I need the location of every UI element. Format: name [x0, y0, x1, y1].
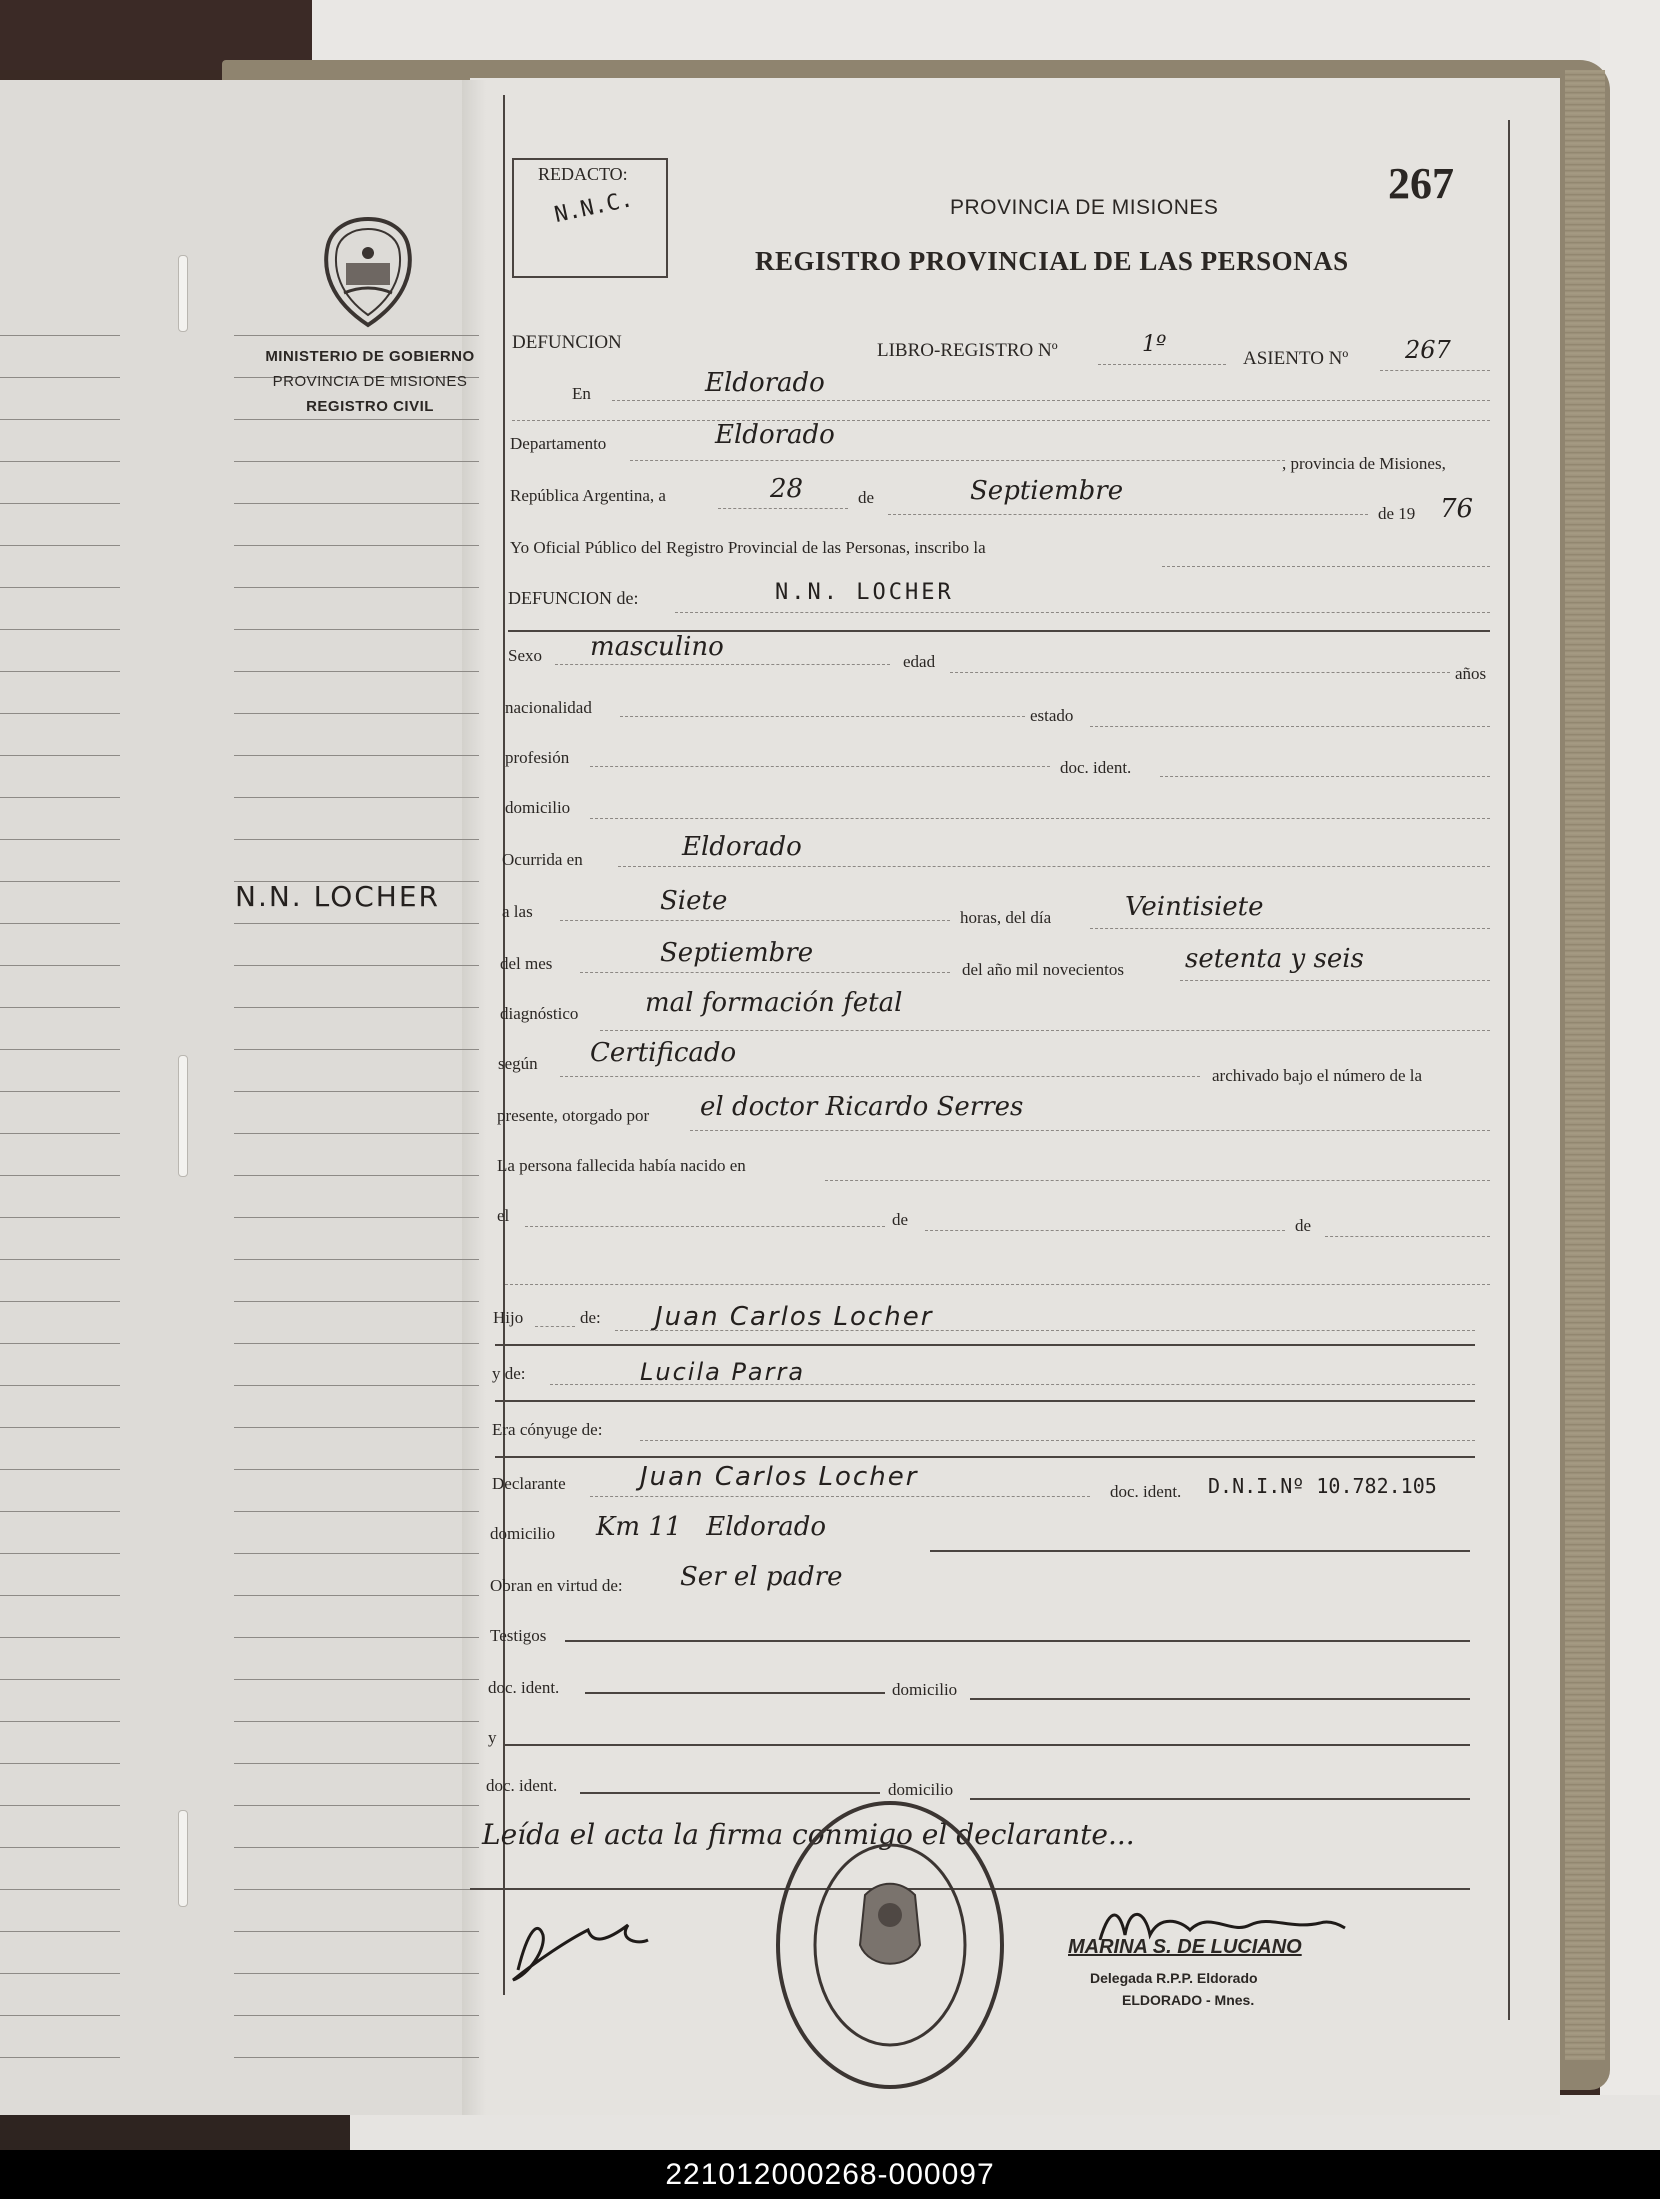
label-hijo: Hijo — [493, 1308, 524, 1327]
ruled-line — [0, 1049, 120, 1050]
line-estado — [1090, 726, 1490, 728]
line-profesion — [590, 766, 1050, 768]
label-nacido: La persona fallecida había nacido en — [497, 1156, 746, 1175]
line-defuncion-de — [675, 612, 1490, 614]
label-hijo-de: de: — [580, 1308, 601, 1327]
label-el: el — [497, 1206, 510, 1225]
ruled-line — [234, 755, 479, 756]
label-y: y — [488, 1728, 497, 1747]
ruled-line — [0, 503, 120, 504]
label-defuncion-de: DEFUNCION de: — [508, 588, 639, 608]
label-t-dom1: domicilio — [892, 1680, 958, 1699]
ruled-line — [234, 1763, 479, 1764]
label-declarante: Declarante — [492, 1474, 566, 1493]
ruled-line — [0, 671, 120, 672]
value-en: Eldorado — [705, 368, 825, 398]
ruled-line — [234, 1637, 479, 1638]
value-day: 28 — [770, 474, 804, 504]
line-diagnostico — [600, 1030, 1490, 1032]
value-hijo: Juan Carlos Locher — [655, 1302, 934, 1332]
ministry-title: MINISTERIO DE GOBIERNO — [265, 348, 475, 365]
value-decl-doc: D.N.I.Nº 10.782.105 — [1208, 1474, 1437, 1498]
label-horas: horas, del día — [960, 908, 1052, 927]
ruled-line — [234, 1259, 479, 1260]
ruled-line — [0, 1469, 120, 1470]
redacto-box — [512, 158, 668, 278]
declarant-signature-icon — [498, 1900, 658, 1990]
label-t-doc1: doc. ident. — [488, 1678, 560, 1697]
value-segun: Certificado — [590, 1038, 737, 1068]
ruled-line — [0, 965, 120, 966]
rule-after-y-de — [495, 1400, 1475, 1402]
margin-note-name: N.N. LOCHER — [235, 880, 440, 913]
line-asiento — [1380, 370, 1490, 372]
ruled-line — [0, 839, 120, 840]
value-libro: 1º — [1142, 332, 1167, 357]
ruled-line — [234, 1973, 479, 1974]
line-yo-oficial — [1162, 566, 1490, 568]
official-place: ELDORADO - Mnes. — [1122, 1992, 1255, 2008]
ruled-line — [234, 1469, 479, 1470]
line-ano — [1180, 980, 1490, 982]
label-presente: presente, otorgado por — [497, 1106, 650, 1125]
line-t-dom2 — [970, 1798, 1470, 1800]
ruled-line — [0, 1679, 120, 1680]
value-year: 76 — [1440, 494, 1474, 524]
redacto-label: REDACTO: — [538, 164, 628, 184]
ruled-line — [234, 1343, 479, 1344]
ruled-line — [234, 923, 479, 924]
ruled-line — [234, 1133, 479, 1134]
ministry-province: PROVINCIA DE MISIONES — [272, 373, 468, 390]
ruled-line — [0, 1637, 120, 1638]
ruled-line — [234, 419, 479, 420]
label-decl-doc: doc. ident. — [1110, 1482, 1182, 1501]
page-number: 267 — [1388, 159, 1454, 208]
ruled-line — [0, 377, 120, 378]
line-a-las — [560, 920, 950, 922]
value-closing: Leída el acta la firma conmigo el declarante... — [482, 1818, 1135, 1851]
line-nacido — [825, 1180, 1490, 1182]
line-en — [612, 400, 1490, 402]
value-y-de: Lucila Parra — [640, 1358, 806, 1386]
value-presente: el doctor Ricardo Serres — [700, 1092, 1024, 1122]
document-id: 221012000268-000097 — [665, 2158, 995, 2191]
ruled-line — [0, 1973, 120, 1974]
label-republica: República Argentina, a — [510, 486, 666, 505]
ruled-line — [234, 1553, 479, 1554]
ruled-line — [234, 461, 479, 462]
line-dia — [1090, 928, 1490, 930]
ruled-line — [0, 1763, 120, 1764]
label-doc-ident: doc. ident. — [1060, 758, 1132, 777]
line-hijo-gap — [535, 1326, 575, 1328]
label-provincia: , provincia de Misiones, — [1282, 454, 1446, 473]
line-sexo — [555, 664, 890, 666]
ruled-line — [234, 1721, 479, 1722]
ruled-line — [234, 965, 479, 966]
ruled-line — [234, 1889, 479, 1890]
ruled-line — [234, 1385, 479, 1386]
ruled-line — [234, 1217, 479, 1218]
ruled-line — [0, 1259, 120, 1260]
ruled-line — [234, 1847, 479, 1848]
book-spine-edge — [1565, 70, 1605, 2060]
ruled-line — [0, 1385, 120, 1386]
label-departamento: Departamento — [510, 434, 607, 453]
ruled-line — [0, 713, 120, 714]
value-defuncion-de: N.N. LOCHER — [775, 580, 954, 605]
value-diagnostico: mal formación fetal — [645, 988, 903, 1018]
line-presente — [690, 1130, 1490, 1132]
line-ocurrida — [618, 866, 1490, 868]
ruled-line — [0, 1217, 120, 1218]
label-testigos: Testigos — [490, 1626, 547, 1645]
ruled-line — [234, 1301, 479, 1302]
ruled-line — [234, 1679, 479, 1680]
line-segun — [560, 1076, 1200, 1078]
label-de-b: de — [1295, 1216, 1312, 1235]
line-departamento — [630, 460, 1285, 462]
value-a-las: Siete — [660, 886, 728, 916]
ruled-line — [234, 713, 479, 714]
ruled-line — [234, 1091, 479, 1092]
label-segun: según — [498, 1054, 538, 1073]
label-de: de — [858, 488, 875, 507]
form-right-border — [1508, 120, 1510, 2020]
label-del-mes: del mes — [500, 954, 553, 973]
line-t-doc2 — [580, 1792, 880, 1794]
ruled-line — [0, 1175, 120, 1176]
ruled-line — [0, 545, 120, 546]
value-departamento: Eldorado — [715, 420, 835, 450]
line-de-b — [1325, 1236, 1490, 1238]
label-a-las: a las — [502, 902, 533, 921]
label-libro: LIBRO-REGISTRO Nº — [877, 340, 1058, 361]
ruled-line — [234, 1049, 479, 1050]
label-t-dom2: domicilio — [888, 1780, 954, 1799]
rule-after-conyuge — [495, 1456, 1475, 1458]
label-ocurrida: Ocurrida en — [502, 850, 583, 869]
ruled-line — [0, 1133, 120, 1134]
label-nacionalidad: nacionalidad — [505, 698, 592, 717]
label-conyuge: Era cónyuge de: — [492, 1420, 603, 1439]
line-conyuge — [640, 1440, 1475, 1442]
coat-of-arms-icon — [318, 215, 418, 330]
province-heading: PROVINCIA DE MISIONES — [950, 196, 1219, 219]
ruled-line — [0, 2015, 120, 2016]
value-month: Septiembre — [970, 476, 1124, 506]
ruled-line — [0, 419, 120, 420]
line-el — [525, 1226, 885, 1228]
line-y-de — [550, 1384, 1475, 1386]
line-domicilio — [590, 818, 1490, 820]
value-declarante: Juan Carlos Locher — [640, 1462, 919, 1492]
ruled-line — [234, 629, 479, 630]
ruled-line — [0, 587, 120, 588]
value-ocurrida: Eldorado — [682, 832, 802, 862]
official-seal-icon — [770, 1795, 1010, 2095]
ruled-line — [234, 1805, 479, 1806]
label-decl-domicilio: domicilio — [490, 1524, 556, 1543]
line-testigos — [565, 1640, 1470, 1642]
ruled-line — [0, 1931, 120, 1932]
ruled-line — [234, 545, 479, 546]
ruled-line — [234, 1511, 479, 1512]
ruled-line — [234, 1175, 479, 1176]
label-ano-mil: del año mil novecientos — [962, 960, 1124, 979]
line-doc-ident — [1160, 776, 1490, 778]
line-blank — [505, 1284, 1490, 1286]
line-decl-domicilio — [930, 1550, 1470, 1552]
line-declarante — [590, 1496, 1090, 1498]
official-name: MARINA S. DE LUCIANO — [1068, 1936, 1302, 1958]
ruled-line — [0, 629, 120, 630]
official-title: Delegada R.P.P. Eldorado — [1090, 1970, 1258, 1986]
ruled-line — [0, 2057, 120, 2058]
line-de-a — [925, 1230, 1285, 1232]
label-domicilio: domicilio — [505, 798, 571, 817]
ruled-line — [234, 1427, 479, 1428]
label-archivado: archivado bajo el número de la — [1212, 1066, 1423, 1085]
line-t-dom1 — [970, 1698, 1470, 1700]
ruled-line — [234, 2015, 479, 2016]
label-profesion: profesión — [505, 748, 570, 767]
ruled-line — [0, 1511, 120, 1512]
label-diagnostico: diagnóstico — [500, 1004, 579, 1023]
ruled-line — [234, 503, 479, 504]
label-anos: años — [1455, 664, 1487, 683]
value-sexo: masculino — [590, 632, 724, 662]
ruled-line — [234, 587, 479, 588]
value-dia: Veintisiete — [1125, 892, 1264, 922]
ruled-line — [0, 1091, 120, 1092]
ruled-line — [234, 839, 479, 840]
ruled-line — [0, 1721, 120, 1722]
ruled-line — [234, 335, 479, 336]
line-edad — [950, 672, 1450, 674]
ruled-line — [0, 1343, 120, 1344]
line-y — [505, 1744, 1470, 1746]
label-sexo: Sexo — [508, 646, 542, 665]
line-nacionalidad — [620, 716, 1025, 718]
ruled-line — [0, 881, 120, 882]
label-edad: edad — [903, 652, 936, 671]
value-decl-domicilio: Km 11 Eldorado — [596, 1512, 827, 1542]
line-month — [888, 514, 1368, 516]
value-ano: setenta y seis — [1185, 944, 1364, 974]
redacto-value: N.N.C. — [552, 187, 636, 228]
ruled-line — [0, 1595, 120, 1596]
ruled-line — [0, 797, 120, 798]
line-day — [718, 508, 848, 510]
ruled-line — [234, 1007, 479, 1008]
label-obran: Obran en virtud de: — [490, 1576, 623, 1595]
label-yo-oficial: Yo Oficial Público del Registro Provincial de las Personas, inscribo la — [510, 538, 986, 557]
label-de-a: de — [892, 1210, 909, 1229]
registry-heading: REGISTRO PROVINCIAL DE LAS PERSONAS — [755, 246, 1349, 276]
value-mes: Septiembre — [660, 938, 814, 968]
label-de-19: de 19 — [1378, 504, 1416, 523]
rule-after-hijo — [495, 1344, 1475, 1346]
ruled-line — [0, 923, 120, 924]
line-t-doc1 — [585, 1692, 885, 1694]
label-defuncion: DEFUNCION — [512, 332, 622, 353]
label-en: En — [572, 384, 591, 403]
label-estado: estado — [1030, 706, 1074, 725]
form-left-border — [503, 95, 505, 1995]
line-mes — [580, 972, 950, 974]
value-obran: Ser el padre — [680, 1562, 843, 1592]
binding-stitch — [178, 1810, 188, 1907]
ruled-line — [0, 335, 120, 336]
line-libro — [1098, 364, 1226, 366]
binding-stitch — [178, 255, 188, 332]
label-asiento: ASIENTO Nº — [1243, 348, 1349, 369]
ruled-line — [0, 1553, 120, 1554]
binding-stitch — [178, 1055, 188, 1177]
ruled-line — [234, 1931, 479, 1932]
ruled-line — [234, 1595, 479, 1596]
line-en-2 — [512, 420, 1490, 422]
ruled-line — [234, 2057, 479, 2058]
ruled-line — [0, 1889, 120, 1890]
ruled-line — [0, 461, 120, 462]
ruled-line — [234, 671, 479, 672]
ruled-line — [0, 1007, 120, 1008]
ministry-registry: REGISTRO CIVIL — [306, 398, 434, 415]
ruled-line — [0, 755, 120, 756]
ruled-line — [0, 1805, 120, 1806]
label-t-doc2: doc. ident. — [486, 1776, 558, 1795]
value-asiento: 267 — [1405, 336, 1451, 364]
ruled-line — [234, 797, 479, 798]
line-hijo — [615, 1330, 1475, 1332]
label-y-de: y de: — [492, 1364, 526, 1383]
ruled-line — [0, 1301, 120, 1302]
ruled-line — [0, 1847, 120, 1848]
ruled-line — [0, 1427, 120, 1428]
